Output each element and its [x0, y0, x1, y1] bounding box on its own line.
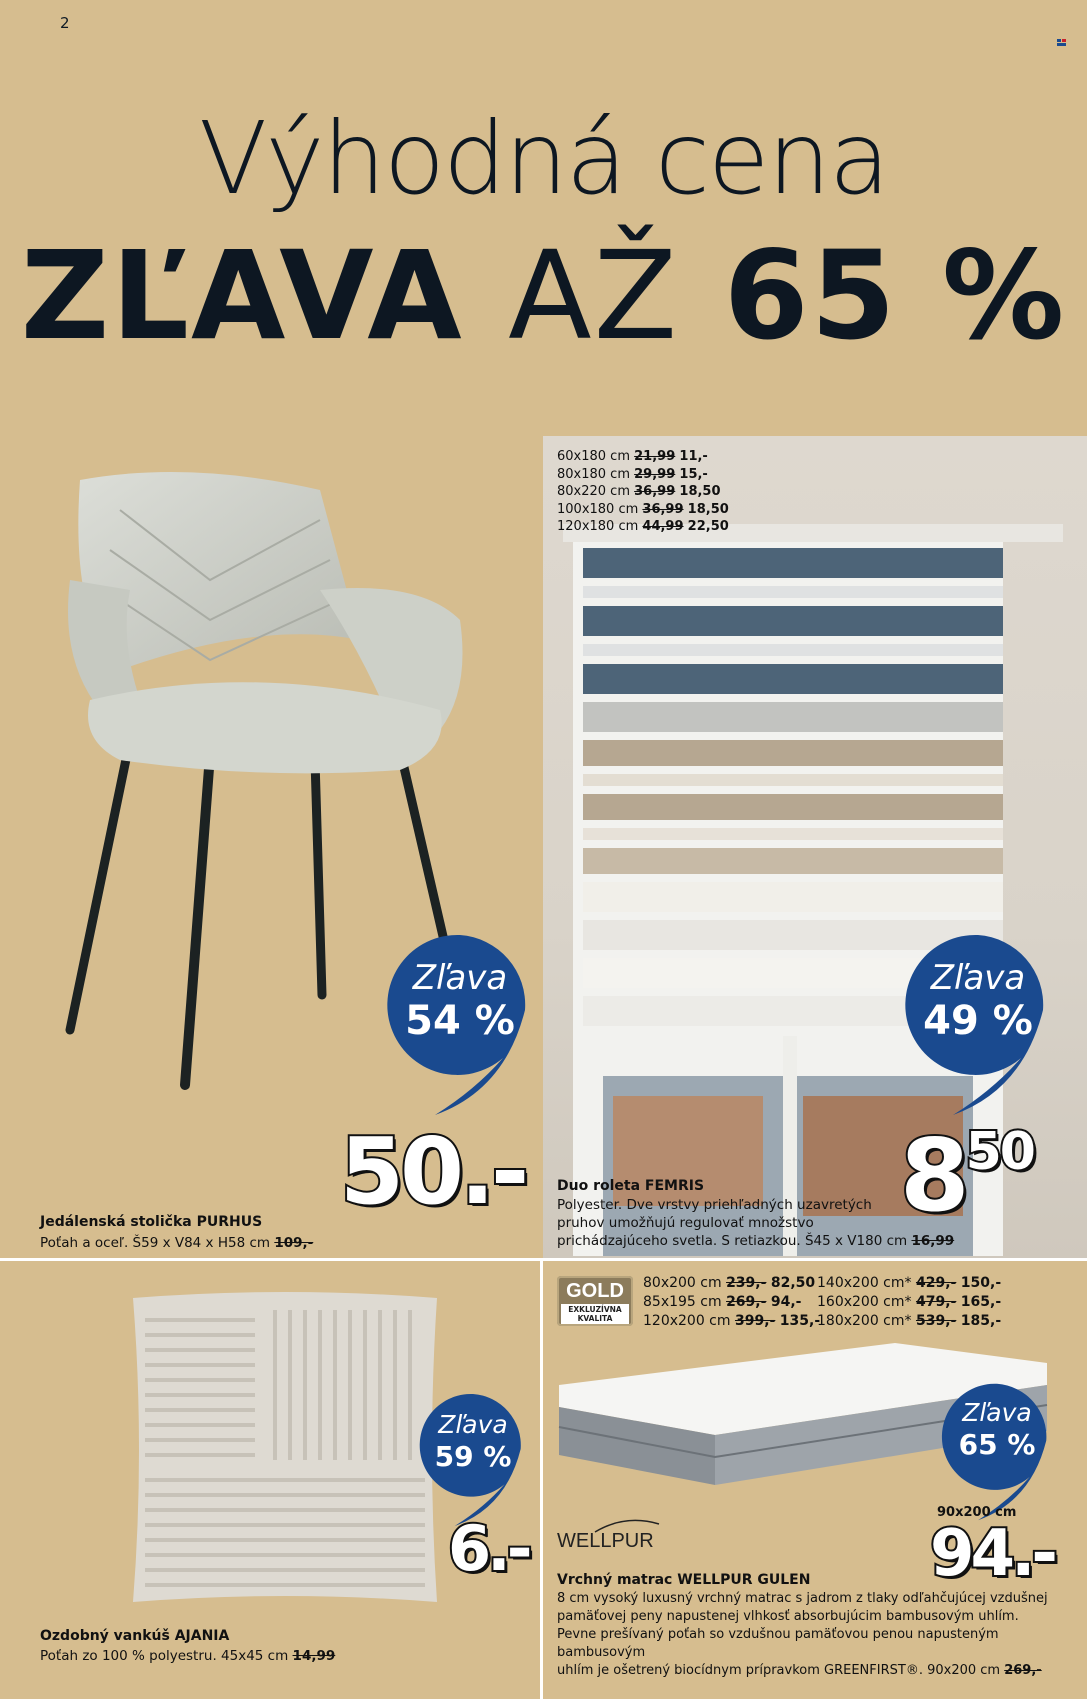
- blind-price-cents: 50: [965, 1122, 1034, 1182]
- mattress-old-price: 269,-: [1004, 1663, 1042, 1678]
- size: 80x180 cm: [557, 466, 630, 482]
- old-price: 269,-: [726, 1294, 767, 1310]
- headline-discount-pct: 65 %: [723, 225, 1067, 367]
- mattress-price-list-left: [643, 1274, 820, 1331]
- mattress-desc: [557, 1590, 1087, 1680]
- mattress-price-row: [817, 1312, 1001, 1331]
- blind-price-row: [557, 518, 729, 536]
- new-price: 18,50: [679, 484, 721, 499]
- mattress-desc-line: pamäťovej peny napustenej vlhkosť absorbujúcim bambusovým uhlím.: [557, 1609, 1019, 1624]
- mattress-badge-label: Zľava: [962, 1398, 1032, 1427]
- new-price: 22,50: [687, 519, 729, 534]
- blind-badge-pct: 49 %: [923, 998, 1033, 1044]
- pillow-discount-badge: [418, 1390, 528, 1500]
- pillow-badge-label: Zľava: [438, 1410, 508, 1439]
- old-price: 36,99: [634, 484, 676, 499]
- size: 85x195 cm: [643, 1294, 722, 1310]
- chair-desc-text: Poťah a oceľ. Š59 x V84 x H58 cm: [40, 1235, 271, 1251]
- new-price: 15,-: [679, 466, 708, 482]
- old-price: 29,99: [634, 466, 676, 482]
- chair-discount-badge: [385, 930, 535, 1080]
- brand-mark-icon: [1057, 32, 1065, 40]
- wellpur-logo-text: WELLPUR: [557, 1530, 654, 1552]
- size: 80x200 cm: [643, 1275, 722, 1291]
- pillow-price: 6.-: [448, 1512, 529, 1585]
- new-price: 94,-: [770, 1294, 802, 1310]
- mattress-title: Vrchný matrac WELLPUR GULEN: [557, 1572, 811, 1588]
- mattress-price-list-right: [817, 1274, 1001, 1331]
- size: 140x200 cm*: [817, 1275, 912, 1291]
- page-number: 2: [60, 14, 70, 32]
- blind-desc: [557, 1196, 954, 1250]
- wellpur-logo: [557, 1530, 654, 1553]
- old-price: 36,99: [642, 501, 684, 517]
- section-divider-vertical: [540, 1258, 543, 1699]
- old-price: 399,-: [734, 1313, 776, 1329]
- size: 180x200 cm*: [817, 1313, 912, 1329]
- mattress-price-row: [643, 1293, 820, 1312]
- new-price: 82,50: [770, 1275, 816, 1291]
- mattress-desc-text: uhlím je ošetrený biocídnym prípravkom GREENFIRST®. 90x200 cm: [557, 1663, 1001, 1678]
- chair-price: 50.-: [340, 1118, 526, 1225]
- chair-desc: [40, 1234, 313, 1252]
- blind-price-main: 8: [900, 1117, 966, 1234]
- gold-badge-sub: EXKLUZÍVNA KVALITA: [561, 1304, 629, 1324]
- headline-discount-mid: AŽ: [508, 225, 680, 367]
- pillow-title: Ozdobný vankúš AJANIA: [40, 1628, 230, 1644]
- chair-title: Jedálenská stolička PURHUS: [40, 1214, 263, 1230]
- blind-badge-label: Zľava: [930, 958, 1026, 998]
- new-price: 150,-: [960, 1275, 1002, 1291]
- size: 100x180 cm: [557, 501, 639, 517]
- headline-primary: Výhodná cena: [198, 100, 889, 217]
- size: 120x180 cm: [557, 519, 639, 534]
- size: 80x220 cm: [557, 484, 630, 499]
- mattress-badge-pct: 65 %: [958, 1428, 1036, 1461]
- old-price: 21,99: [634, 449, 676, 464]
- new-price: 135,-: [779, 1313, 821, 1329]
- new-price: 165,-: [960, 1294, 1002, 1310]
- new-price: 185,-: [960, 1313, 1002, 1329]
- new-price: 11,-: [679, 449, 708, 464]
- blind-price-row: [557, 466, 729, 484]
- blind-price-row: [557, 483, 729, 501]
- section-divider-horizontal: [0, 1258, 1087, 1261]
- pillow-old-price: 14,99: [292, 1648, 336, 1664]
- pillow-image: [125, 1290, 445, 1610]
- new-price: 18,50: [687, 501, 729, 517]
- headline-discount-word: ZĽAVA: [20, 225, 464, 367]
- blind-price-list: [557, 448, 729, 536]
- mattress-price-row: [643, 1274, 820, 1293]
- blind-price-row: [557, 501, 729, 519]
- mattress-price: 94.-: [930, 1517, 1054, 1591]
- mattress-price-row: [643, 1312, 820, 1331]
- mattress-price-row: [817, 1274, 1001, 1293]
- blind-desc-text: prichádzajúceho svetla. S retiazkou. Š45 x V180 cm: [557, 1233, 908, 1249]
- mattress-price-row: [817, 1293, 1001, 1312]
- old-price: 429,-: [915, 1275, 957, 1291]
- pillow-desc-text: Poťah zo 100 % polyestru. 45x45 cm: [40, 1648, 289, 1664]
- old-price: 44,99: [642, 519, 684, 534]
- gold-badge-label: GOLD: [566, 1280, 624, 1302]
- headline-discount: [0, 225, 1087, 367]
- pillow-badge-pct: 59 %: [434, 1440, 512, 1473]
- mattress-desc-line: Pevne prešívaný poťah so vzdušnou pamäťovou penou napusteným bambusovým: [557, 1627, 999, 1660]
- blind-desc-line: Polyester. Dve vrstvy priehľadných uzavretých: [557, 1197, 872, 1213]
- blind-desc-line: pruhov umožňujú regulovať množstvo: [557, 1215, 814, 1231]
- pillow-desc: [40, 1647, 335, 1665]
- mattress-desc-line: [557, 1662, 1087, 1680]
- old-price: 479,-: [915, 1294, 957, 1310]
- size: 120x200 cm: [643, 1313, 731, 1329]
- chair-old-price: 109,-: [274, 1235, 314, 1251]
- blind-title: Duo roleta FEMRIS: [557, 1178, 705, 1194]
- mattress-size-label: 90x200 cm: [937, 1505, 1017, 1520]
- blind-price-row: [557, 448, 729, 466]
- chair-badge-pct: 54 %: [405, 998, 515, 1044]
- old-price: 539,-: [915, 1313, 957, 1329]
- chair-badge-label: Zľava: [412, 958, 508, 998]
- mattress-discount-badge: [940, 1380, 1054, 1494]
- size: 160x200 cm*: [817, 1294, 912, 1310]
- blind-discount-badge: [903, 930, 1053, 1080]
- blind-desc-line: [557, 1232, 954, 1250]
- gold-quality-badge: [557, 1276, 633, 1326]
- blind-old-price: 16,99: [911, 1233, 955, 1249]
- mattress-desc-line: 8 cm vysoký luxusný vrchný matrac s jadrom z tlaky odľahčujúcej vzdušnej: [557, 1591, 1048, 1606]
- size: 60x180 cm: [557, 449, 630, 464]
- old-price: 239,-: [726, 1275, 767, 1291]
